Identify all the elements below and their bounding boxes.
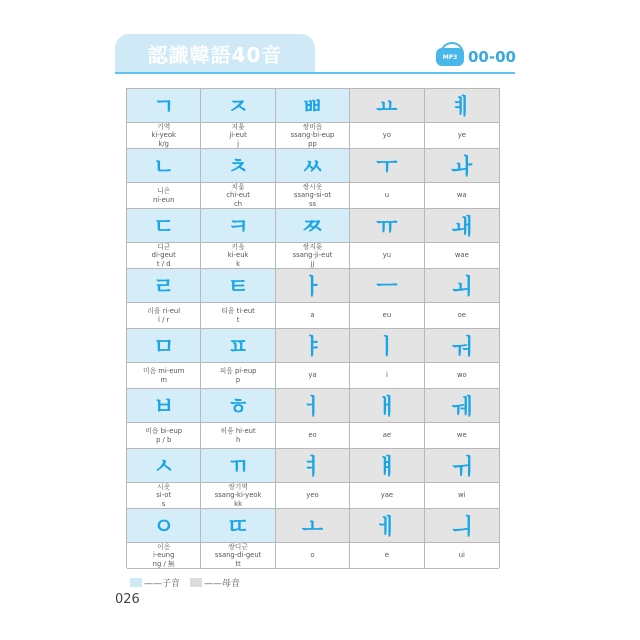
info-line: 리을 ri-eul (147, 307, 181, 315)
letter-cell: ㅡ (350, 269, 424, 303)
info-line: ya (308, 371, 317, 380)
info-line: k (236, 259, 241, 268)
info-line: a (310, 311, 315, 320)
info-cell (276, 183, 350, 209)
letter-cell: ㅟ (425, 449, 499, 483)
info-line: yae (380, 491, 394, 500)
info-cell (425, 123, 499, 149)
info-cell (276, 303, 350, 329)
info-line: ssang-di-geut (214, 551, 262, 560)
info-cell (425, 183, 499, 209)
letter-cell: ㄱ (127, 89, 201, 123)
info-cell (276, 363, 350, 389)
info-line: 피읖 pi-eup (219, 367, 257, 375)
info-cell (201, 183, 275, 209)
letter-cell: ㅣ (350, 329, 424, 363)
info-line: k/g (158, 139, 169, 148)
letter-cell: ㅈ (201, 89, 275, 123)
info-cell (201, 543, 275, 569)
info-line: ui (458, 551, 465, 560)
legend-consonant-label: ——子音 (144, 579, 181, 589)
info-line: i-eung (152, 551, 175, 560)
info-cell (425, 483, 499, 509)
info-line: wo (456, 371, 467, 380)
info-line: we (456, 431, 467, 440)
letter-cell: ㅛ (350, 89, 424, 123)
header-divider (115, 72, 515, 74)
info-line: m (160, 375, 167, 384)
letter-cell: ㅊ (201, 149, 275, 183)
info-line: jj (310, 259, 315, 268)
info-line: si-ot (156, 491, 172, 500)
info-cell (350, 243, 424, 269)
info-line: ye (457, 131, 466, 140)
info-line: l / r (158, 315, 170, 324)
info-line: ji-eut (229, 131, 247, 140)
info-cell (350, 483, 424, 509)
headphone-icon (436, 48, 464, 66)
page-title: 認識韓語40音 (147, 42, 283, 67)
info-line: u (384, 191, 390, 200)
info-cell (276, 123, 350, 149)
info-cell (201, 363, 275, 389)
letter-cell: ㅢ (425, 509, 499, 543)
info-cell (127, 303, 201, 329)
info-line: pp (308, 139, 317, 148)
letter-cell: ㅐ (350, 389, 424, 423)
letter-cell: ㅑ (276, 329, 350, 363)
legend-vowel-label: ——母音 (204, 579, 241, 589)
info-line: 니은 (157, 187, 171, 195)
letter-cell: ㅂ (127, 389, 201, 423)
info-cell (276, 243, 350, 269)
info-cell (201, 423, 275, 449)
info-cell (127, 363, 201, 389)
letter-cell: ㅏ (276, 269, 350, 303)
letter-cell: ㅞ (425, 389, 499, 423)
info-line: i (385, 371, 388, 380)
info-line: ssang-bi-eup (290, 131, 335, 140)
info-line: 이응 (157, 542, 171, 551)
letter-cell: ㅘ (425, 149, 499, 183)
letter-cell: ㅕ (276, 449, 350, 483)
info-line: j (237, 139, 240, 148)
letter-cell: ㅇ (127, 509, 201, 543)
info-line: ch (234, 199, 243, 208)
info-line: o (310, 551, 315, 560)
info-line: wae (454, 251, 469, 260)
info-line: p / b (156, 435, 172, 444)
info-line: 쌍기역 (228, 482, 248, 491)
info-line: t (236, 315, 240, 324)
info-cell (350, 423, 424, 449)
info-cell (127, 483, 201, 509)
letter-cell: ㅆ (276, 149, 350, 183)
info-line: ssang-ji-eut (292, 251, 333, 260)
info-line: wi (458, 491, 466, 500)
info-cell (201, 123, 275, 149)
vowel-swatch (190, 578, 202, 587)
info-cell (350, 183, 424, 209)
info-cell (201, 303, 275, 329)
letter-cell: ㅃ (276, 89, 350, 123)
consonant-swatch (130, 578, 142, 587)
info-line: ssang-ki-yeok (214, 491, 262, 500)
letter-cell: ㄸ (201, 509, 275, 543)
info-line: 쌍시옷 (302, 182, 323, 191)
info-cell (127, 183, 201, 209)
letter-cell: ㅌ (201, 269, 275, 303)
info-line: yeo (306, 491, 319, 500)
info-line: ssang-si-ot (293, 191, 332, 200)
info-cell (127, 243, 201, 269)
letter-cell: ㅚ (425, 269, 499, 303)
info-line: ng / 無 (152, 559, 175, 568)
info-line: wa (456, 191, 467, 200)
legend (130, 576, 240, 589)
info-line: 지읒 (231, 122, 245, 131)
letter-cell: ㅖ (425, 89, 499, 123)
info-line: 쌍디귿 (228, 542, 248, 551)
info-line: 티읕 ti-eut (221, 307, 255, 315)
letter-cell: ㅒ (350, 449, 424, 483)
info-line: 비읍 bi-eup (145, 427, 183, 435)
info-cell (425, 243, 499, 269)
audio-track[interactable] (436, 48, 516, 66)
info-line: di-geut (151, 251, 176, 260)
info-line: p (235, 375, 241, 384)
letter-cell: ㄷ (127, 209, 201, 243)
info-line: oe (457, 311, 466, 320)
info-line: kk (234, 499, 243, 508)
info-line: tt (235, 559, 241, 568)
info-cell (350, 543, 424, 569)
info-line: ae (382, 431, 392, 440)
info-cell (350, 123, 424, 149)
info-line: ss (308, 199, 317, 208)
info-line: 디귿 (157, 242, 171, 251)
info-line: 쌍비읍 (302, 122, 323, 131)
letter-cell: ㅝ (425, 329, 499, 363)
track-number: 00-00 (468, 48, 516, 66)
info-cell (425, 543, 499, 569)
info-cell (350, 363, 424, 389)
letter-cell: ㅗ (276, 509, 350, 543)
info-cell (350, 303, 424, 329)
letter-cell: ㅍ (201, 329, 275, 363)
info-line: e (384, 551, 389, 560)
info-cell (201, 243, 275, 269)
letter-cell: ㅓ (276, 389, 350, 423)
letter-cell: ㅠ (350, 209, 424, 243)
info-line: ni-eun (152, 195, 175, 204)
info-cell (425, 363, 499, 389)
info-cell (127, 423, 201, 449)
info-line: ki-yeok (151, 131, 176, 140)
info-cell (276, 543, 350, 569)
info-cell (276, 423, 350, 449)
info-line: h (235, 435, 241, 444)
info-line: chi-eut (226, 191, 250, 200)
letter-cell: ㅋ (201, 209, 275, 243)
info-line: eo (308, 431, 317, 440)
info-line: s (161, 499, 166, 508)
letter-cell: ㄴ (127, 149, 201, 183)
letter-cell: ㅉ (276, 209, 350, 243)
info-cell (127, 123, 201, 149)
info-line: 기역 (157, 122, 171, 131)
info-line: 시옷 (157, 482, 171, 491)
info-cell (425, 423, 499, 449)
info-line: 히읗 hi-eut (220, 427, 256, 435)
letter-cell: ㅔ (350, 509, 424, 543)
letter-cell: ㅜ (350, 149, 424, 183)
info-cell (425, 303, 499, 329)
letter-cell: ㅅ (127, 449, 201, 483)
page-number: 026 (115, 592, 140, 607)
info-line: 쌍지읒 (302, 242, 323, 251)
letter-cell: ㅁ (127, 329, 201, 363)
info-line: 치읓 (231, 182, 245, 191)
info-line: ki-euk (227, 251, 249, 260)
info-line: t / d (156, 259, 171, 268)
info-line: 미음 mi-eum (143, 367, 185, 375)
alphabet-table (126, 88, 500, 568)
info-line: yu (382, 251, 392, 260)
info-line: 키읔 (231, 242, 245, 251)
letter-cell: ㄲ (201, 449, 275, 483)
title-tab (115, 34, 315, 72)
letter-cell: ㅎ (201, 389, 275, 423)
letter-cell: ㄹ (127, 269, 201, 303)
info-cell (201, 483, 275, 509)
info-cell (276, 483, 350, 509)
info-cell (127, 543, 201, 569)
info-line: yo (382, 131, 391, 140)
letter-cell: ㅙ (425, 209, 499, 243)
mp3-label: MP3 (442, 53, 458, 61)
info-line: eu (382, 311, 392, 320)
